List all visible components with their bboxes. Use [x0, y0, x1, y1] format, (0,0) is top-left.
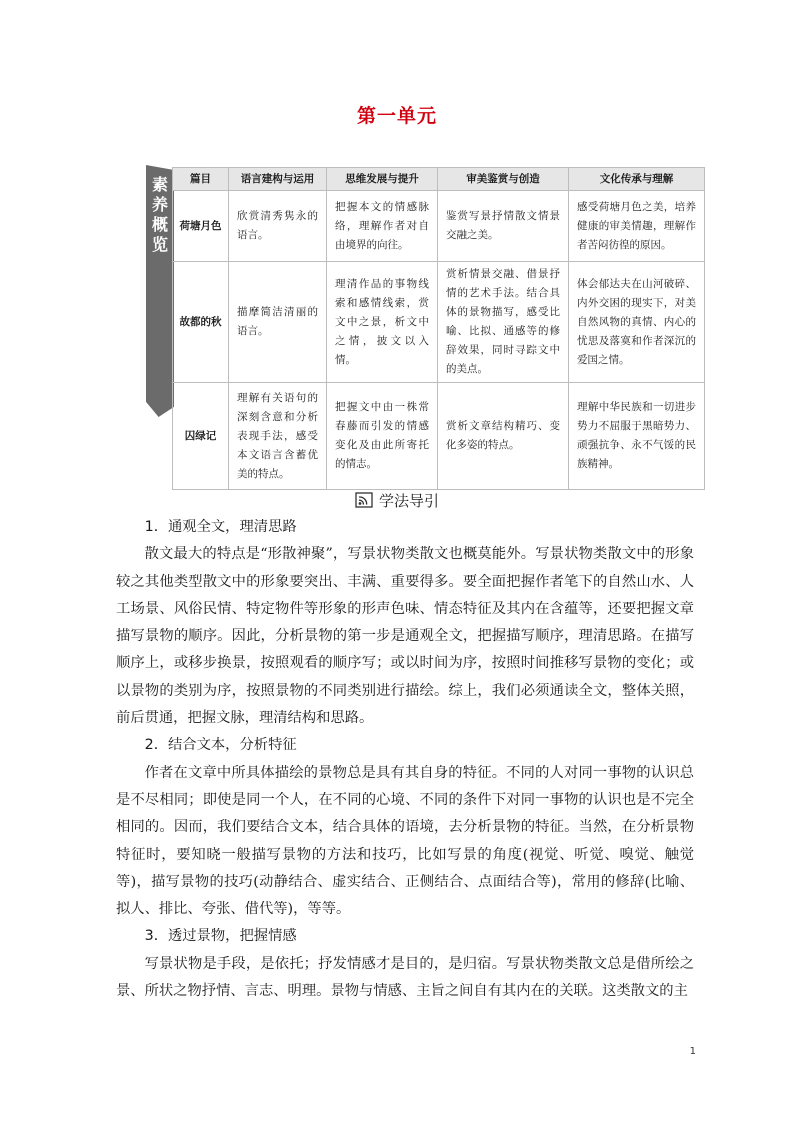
table-cell: 理清作品的事物线索和感情线索，赏文中之景，析文中之情，披文以入情。: [327, 262, 438, 383]
table-cell: 把握本文的情感脉络，理解作者对自由境界的向往。: [327, 191, 438, 262]
study-guide-body: [116, 514, 694, 1005]
signal-icon: [355, 492, 373, 512]
literacy-overview-table-block: [146, 165, 706, 481]
table-cell: 鉴赏写景抒情散文情景交融之美。: [438, 191, 569, 262]
row-title: 故都的秋: [173, 262, 229, 383]
table-cell: 理解有关语句的深刻含意和分析表现手法，感受本文语言含蓄优美的特点。: [229, 383, 327, 490]
table-cell: 把握文中由一株常春藤而引发的情感变化及由此所寄托的情志。: [327, 383, 438, 490]
section-heading: 1．通观全文，理清思路: [144, 519, 297, 535]
table-cell: 体会郁达夫在山河破碎、内外交困的现实下，对美自然风物的真情、内心的忧思及落寞和作者深沉的爱国之情。: [569, 262, 705, 383]
table-cell: 赏析情景交融、借景抒情的艺术手法。结合具体的景物描写，感受比喻、比拟、通感等的修辞效果，同时寻踪文中的美点。: [438, 262, 569, 383]
table-cell: 赏析文章结构精巧、变化多姿的特点。: [438, 383, 569, 490]
header-aesthetic: 审美鉴赏与创造: [438, 168, 569, 191]
section-paragraph: 作者在文章中所具体描绘的景物总是具有其自身的特征。不同的人对同一事物的认识总是不尽相同；即使是同一个人，在不同的心境、不同的条件下对同一事物的认识也是不完全相同的。因而，我们要结合文本，结合具体的语境，去分析景物的特征。当然，在分析景物特征时，要知晓一般描写景物的方法和技巧，比如写景的角度(视觉、听觉、嗅觉、触觉等)，描写景物的技巧(动静结合、虚实结合、正侧结合、点面结合等)，常用的修辞(比喻、拟人、排比、夸张、借代等)，等等。: [116, 764, 694, 918]
section-paragraph: 散文最大的特点是“形散神聚”，写景状物类散文也概莫能外。写景状物类散文中的形象较之其他类型散文中的形象要突出、丰满、重要得多。要全面把握作者笔下的自然山水、人工场景、风俗民情、特定物件等形象的形声色味、情态特征及其内在含蕴等，还要把握文章描写景物的顺序。因此，分析景物的第一步是通观全文，把握描写顺序，理清思路。在描写顺序上，或移步换景，按照观看的顺序写；或以时间为序，按照时间推移写景物的变化；或以景物的类别为序，按照景物的不同类别进行描绘。综上，我们必须通读全文，整体关照，前后贯通，把握文脉，理清结构和思路。: [116, 546, 694, 727]
table-cell: 感受荷塘月色之美，培养健康的审美情趣，理解作者苦闷彷徨的原因。: [569, 191, 705, 262]
table-header-row: [173, 168, 705, 191]
literacy-overview-table: [172, 167, 705, 490]
section-heading: 3．透过景物，把握情感: [144, 928, 297, 945]
table-cell: 描摩简洁清丽的语言。: [229, 262, 327, 383]
row-title: 荷塘月色: [173, 191, 229, 262]
header-thinking: 思维发展与提升: [327, 168, 438, 191]
header-culture: 文化传承与理解: [569, 168, 705, 191]
header-language: 语言建构与运用: [229, 168, 327, 191]
table-row: [173, 262, 705, 383]
unit-title: 第一单元: [356, 105, 437, 127]
table-cell: 欣赏清秀隽永的语言。: [229, 191, 327, 262]
table-row: [173, 191, 705, 262]
study-guide-label: 学法导引: [378, 492, 439, 510]
table-cell: 理解中华民族和一切进步势力不屈服于黑暗势力、顽强抗争、永不气馁的民族精神。: [569, 383, 705, 490]
page-number: 1: [689, 1046, 696, 1057]
table-row: [173, 383, 705, 490]
section-heading: 2．结合文本，分析特征: [144, 737, 297, 754]
literacy-overview-tab-label: 素养概览: [151, 175, 168, 254]
header-title: 篇目: [173, 168, 229, 191]
row-title: 囚绿记: [173, 383, 229, 490]
study-guide-heading: [0, 490, 794, 512]
section-paragraph: 写景状物是手段，是依托；抒发情感才是目的，是归宿。写景状物类散文总是借所绘之景、所状之物抒情、言志、明理。景物与情感、主旨之间自有其内在的关联。这类散文的主: [116, 955, 694, 1000]
